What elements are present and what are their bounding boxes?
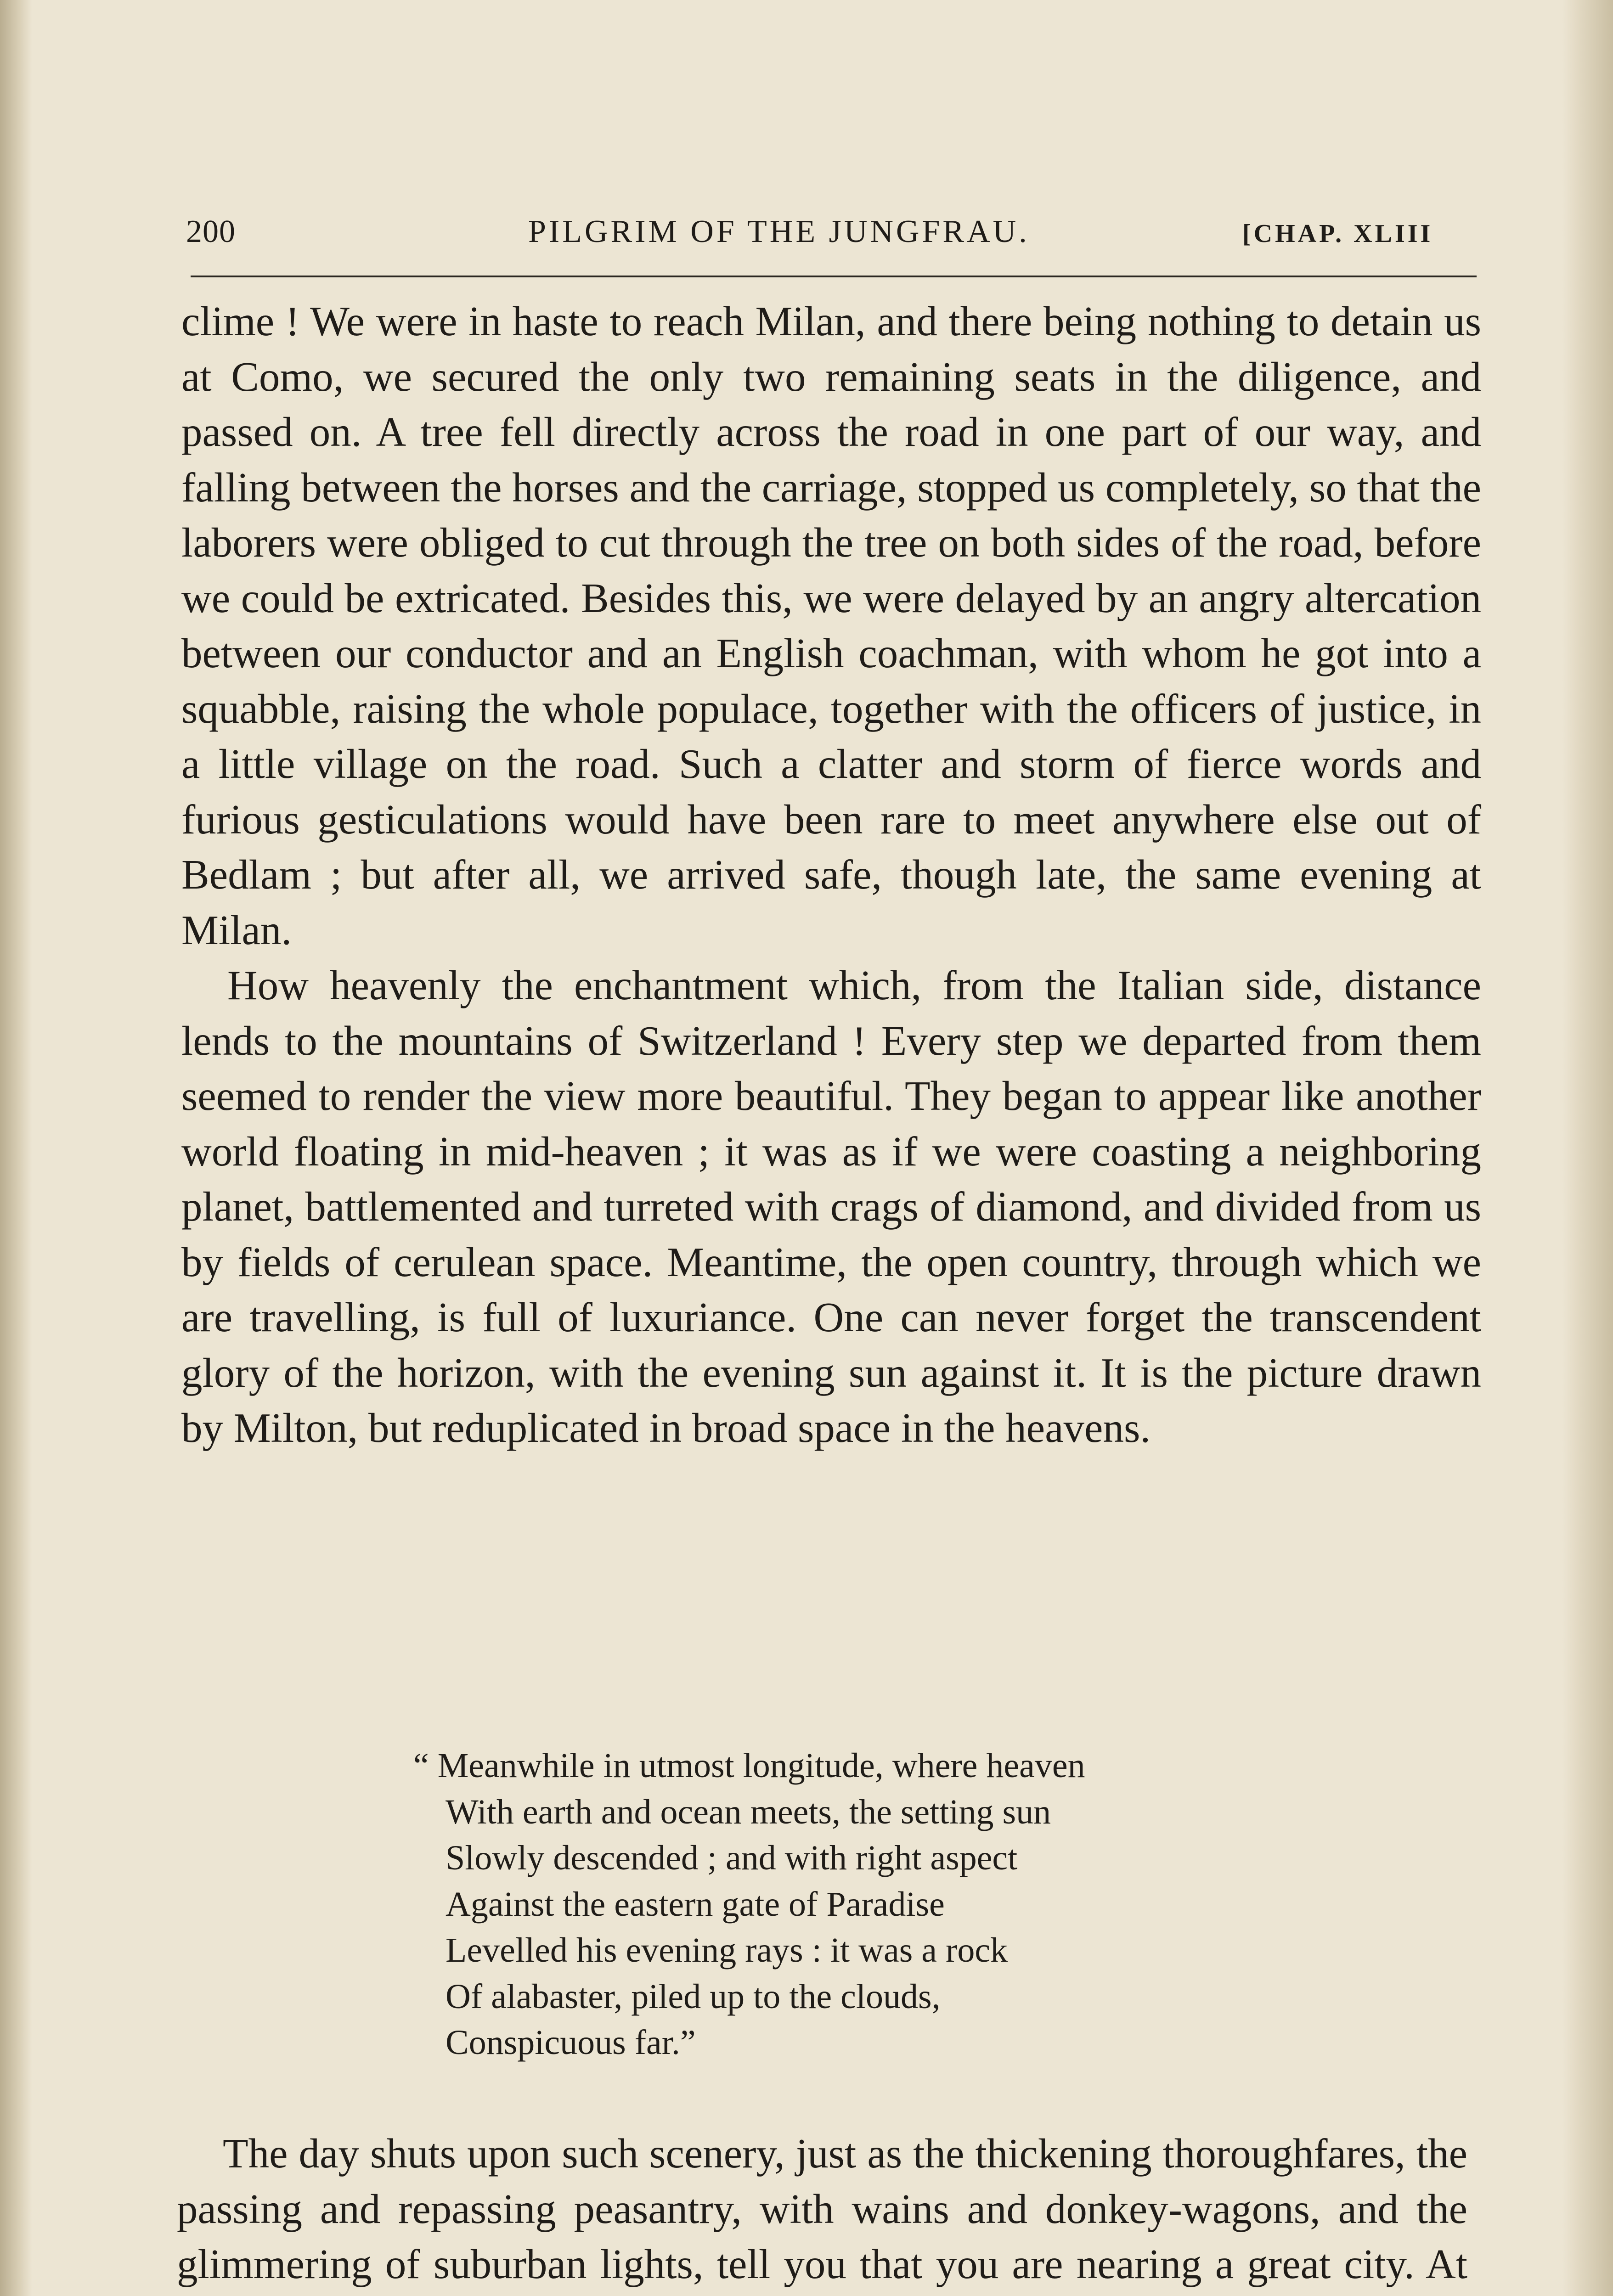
body-text xyxy=(181,294,1481,1456)
verse-line: Conspicuous far.” xyxy=(446,2023,696,2062)
header-rule xyxy=(191,276,1477,277)
verse-line: Of alabaster, piled up to the clouds, xyxy=(446,1977,941,2016)
running-head xyxy=(186,209,1479,264)
paragraph: clime ! We were in haste to reach Milan, and there being nothing to detain us at Como, we secured the only two remaining seats in the diligence, and passed on. A tree fell directly across the road in one part of our way, and falling between the horses and the carriage, stopped us completely, so that the laborers were obliged to cut through the tree on both sides of the road, before we could be extricated. Besides this, we were delayed by an angry altercation between our conductor and an English coachman, with whom he got into a squabble, raising the whole populace, together with the officers of justice, in a little village on the road. Such a clatter and storm of fierce words and furious gesticulations would have been rare to meet anywhere else out of Bedlam ; but after all, we arrived safe, though late, the same evening at Milan. xyxy=(181,298,1481,953)
verse-line: Against the eastern gate of Paradise xyxy=(446,1885,945,1924)
closing-text xyxy=(177,2126,1467,2296)
verse-line: “ Meanwhile in utmost longitude, where heaven xyxy=(413,1746,1085,1785)
running-title: PILGRIM OF THE JUNGFRAU. xyxy=(528,214,1030,249)
chapter-mark: [CHAP. XLIII xyxy=(1242,219,1433,248)
paragraph: The day shuts upon such scenery, just as the thickening thoroughfares, the passing and repassing peasantry, with wains and donkey-wagons, and the glimmering of suburban lights, tell you that you are nearing a great city. At xyxy=(177,2130,1467,2287)
verse-line: With earth and ocean meets, the setting sun xyxy=(446,1792,1051,1831)
page-number: 200 xyxy=(186,214,236,249)
verse-quotation xyxy=(413,1743,1286,2066)
verse-line: Slowly descended ; and with right aspect xyxy=(446,1839,1018,1877)
page-right-edge xyxy=(1562,0,1613,2296)
page-left-edge xyxy=(0,0,32,2296)
paragraph: How heavenly the enchantment which, from the Italian side, distance lends to the mountains of Switzerland ! Every step we departed from them seemed to render the view more beautiful. They began to appear like another world floating in mid-heaven ; it was as if we were coasting a neighboring planet, battlemented and turreted with crags of diamond, and divided from us by fields of cerulean space. Meantime, the open country, through which we are travelling, is full of luxuriance. One can never forget the transcendent glory of the horizon, with the evening sun against it. It is the picture drawn by Milton, but reduplicated in broad space in the heavens. xyxy=(181,962,1481,1451)
verse-line: Levelled his evening rays : it was a rock xyxy=(446,1931,1008,1970)
